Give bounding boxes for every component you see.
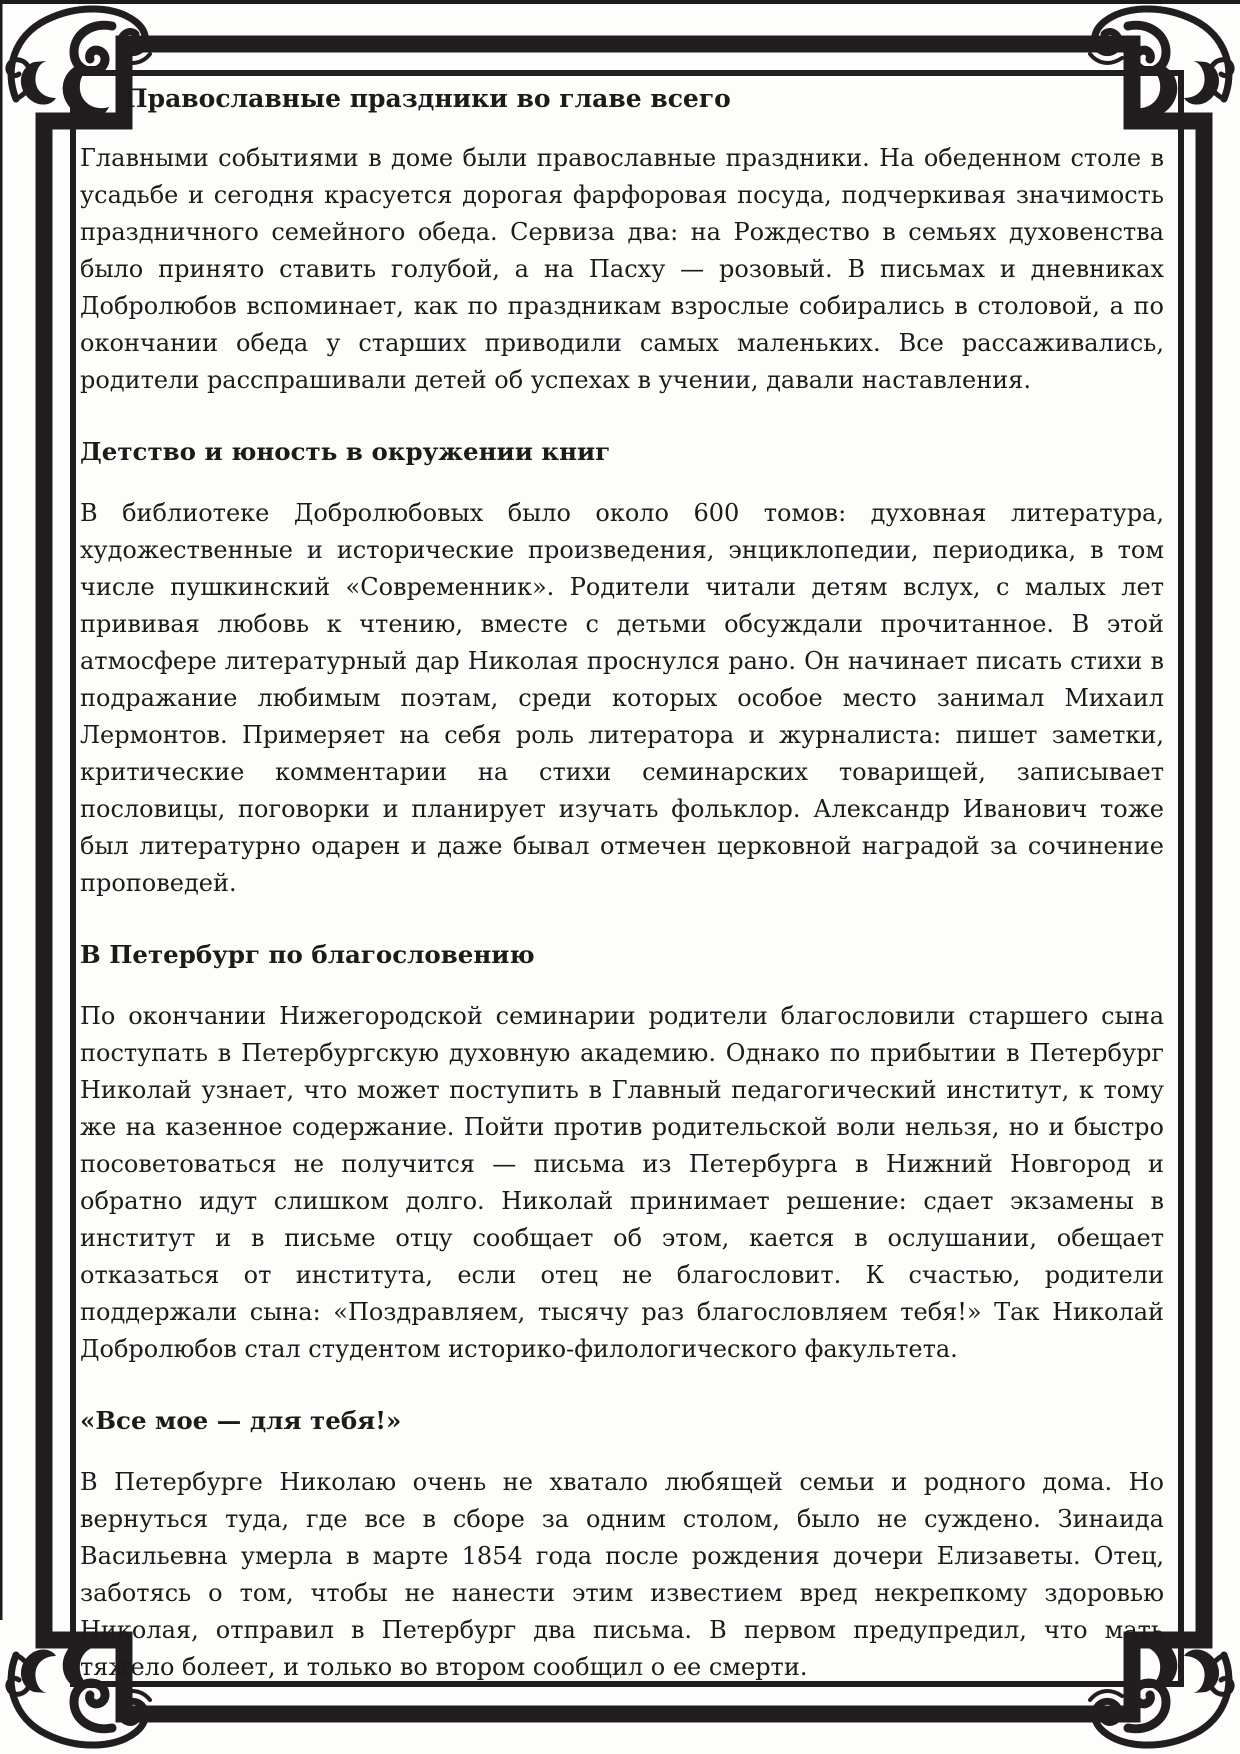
paragraph-holidays: Главными событиями в доме были православные праздники. На обеденном столе в усадьбе и сегодня красуется дорогая фарфоровая посуда, подчеркивая значимость праздничного семейного обеда. Сервиза два: на Рождество в семьях духовенства было принято ставить голубой, а на Пасху — розовый. В письмах и дневниках Добролюбов вспоминает, как по праздникам взрослые собирались в столовой, а по окончании обеда у старших приводили самых маленьких. Все рассаживались, родители расспрашивали детей об успехах в учении, давали наставления.: [80, 144, 1164, 394]
section-title-all-mine: «Все мое — для тебя!»: [80, 1406, 402, 1435]
paragraph-petersburg: По окончании Нижегородской семинарии родители благословили старшего сына поступать в Петербургскую духовную академию. Однако по прибытии в Петербург Николай узнает, что может поступить в Главный педагогический институт, к тому же на казенное содержание. Пойти против родительской воли нельзя, но и быстро посоветоваться не получится — письма из Петербурга в Нижний Новгород и обратно идут слишком долго. Николай принимает решение: сдает экзамены в институт и в письме отцу сообщает об этом, кается в ослушании, обещает отказаться от института, если отец не благословит. К счастью, родители поддержали сына: «Поздравляем, тысячу раз благословляем тебя!» Так Николай Добролюбов стал студентом историко-филологического факультета.: [80, 1002, 1164, 1363]
section-title-holidays: Православные праздники во главе всего: [124, 84, 731, 113]
top-edge-line: [0, 0, 1240, 4]
section-title-petersburg: В Петербург по благословению: [80, 940, 535, 969]
paragraph-childhood: В библиотеке Добролюбовых было около 600 томов: духовная литература, художественные и исторические произведения, энциклопедии, периодика, в том числе пушкинский «Современник». Родители читали детям вслух, с малых лет прививая любовь к чтению, вместе с детьми обсуждали прочитанное. В этой атмосфере литературный дар Николая проснулся рано. Он начинает писать стихи в подражание любимым поэтам, среди которых особое место занимал Михаил Лермонтов. Примеряет на себя роль литератора и журналиста: пишет заметки, критические комментарии на стихи семинарских товарищей, записывает пословицы, поговорки и планирует изучать фольклор. Александр Иванович тоже был литературно одарен и даже бывал отмечен церковной наградой за сочинение проповедей.: [80, 499, 1164, 897]
paragraph-all-mine: В Петербурге Николаю очень не хватало любящей семьи и родного дома. Но вернуться туда, где все в сборе за одним столом, было не суждено. Зинаида Васильевна умерла в марте 1854 года после рождения дочери Елизаветы. Отец, заботясь о том, чтобы не нанести этим известием вред некрепкому здоровью Николая, отправил в Петербург два письма. В первом предупредил, что мать тяжело болеет, и только во втором сообщил о ее смерти.: [80, 1468, 1164, 1681]
article-content: [80, 84, 1164, 1686]
section-title-childhood: Детство и юность в окружении книг: [80, 437, 611, 466]
left-edge-line: [0, 0, 3, 1620]
